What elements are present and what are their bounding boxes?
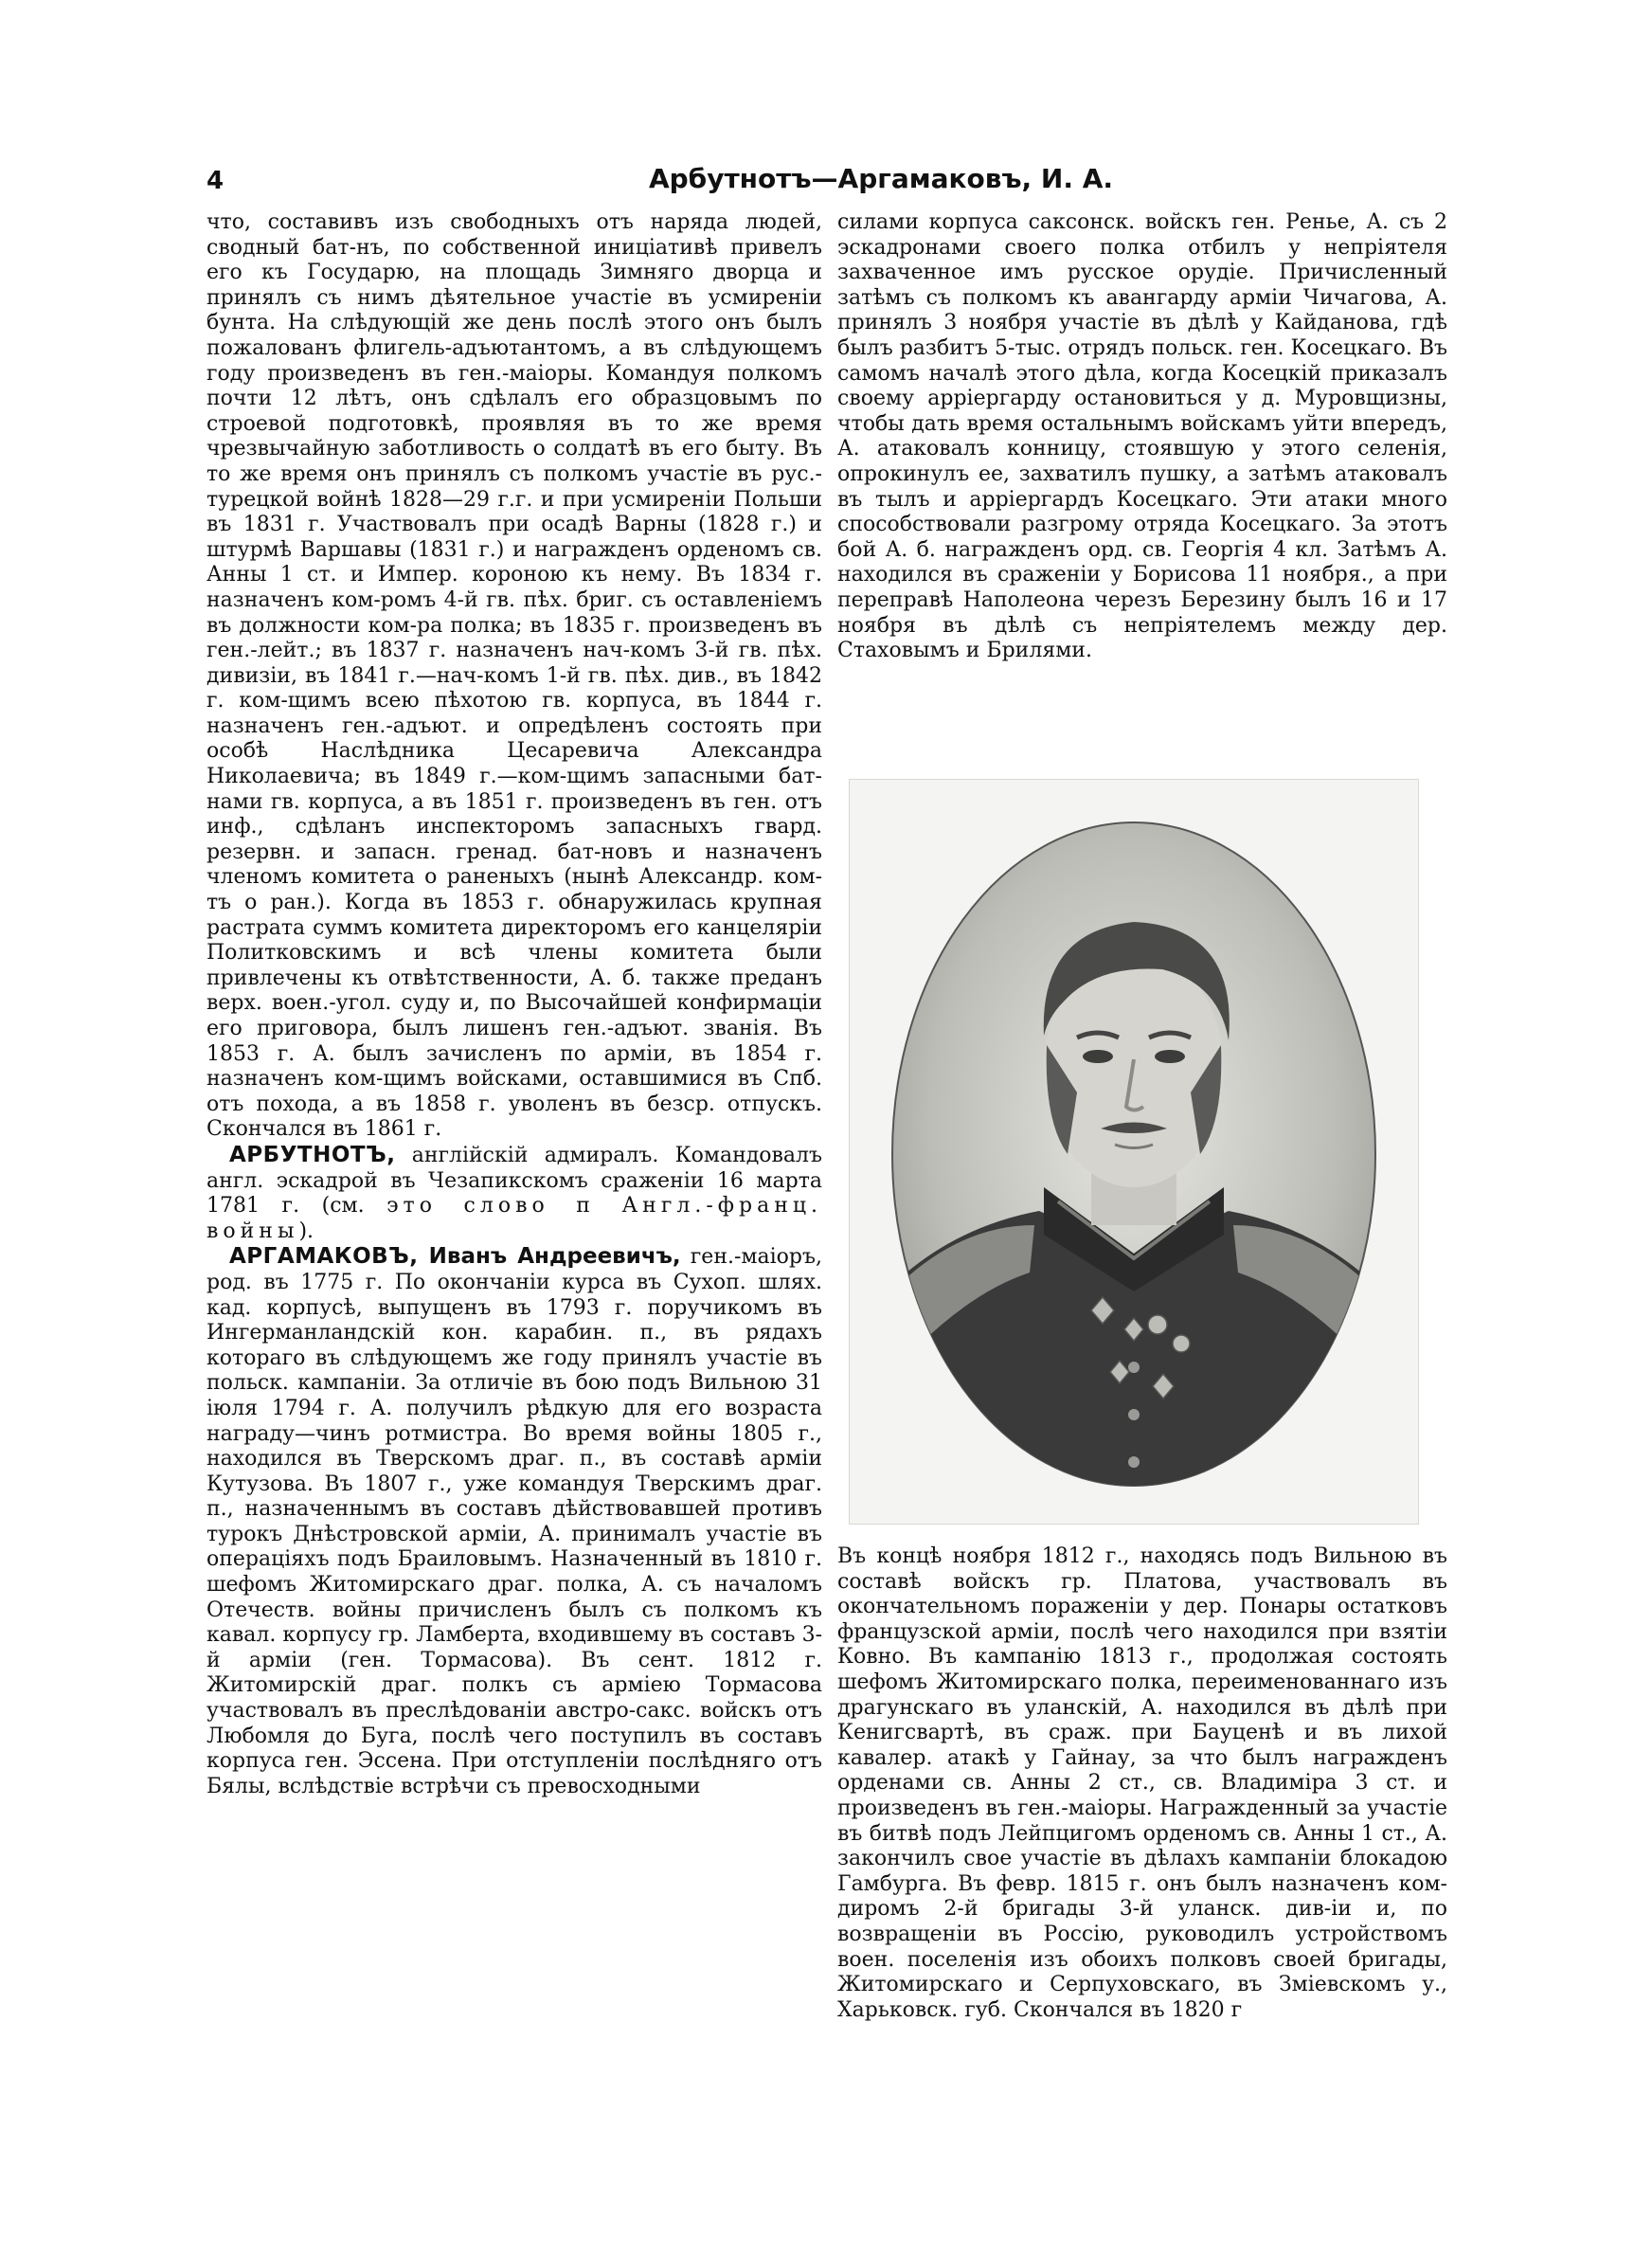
headword-argamakov: АРГАМАКОВЪ, (229, 1244, 419, 1270)
right-column-bottom-text: Въ концѣ ноября 1812 г., находясь подъ Вильною въ составѣ войскъ гр. Платова, участвовалъ въ окончательномъ пораженіи у дер. Понары остатковъ французской арміи, послѣ чего находился при взятіи Ковно. Въ кампанію 1813 г., продолжая состоять шефомъ Житомирскаго полка, переименованнаго изъ драгунскаго въ уланскій, А. находился въ дѣлѣ при Кенигсвартѣ, въ сраж. при Бауценѣ и въ лихой кавалер. атакѣ у Гайнау, за что былъ награжденъ орденами св. Анны 2 ст., св. Владиміра 3 ст. и произведенъ въ ген.-маіоры. Награжденный за участіе въ битвѣ подъ Лейпцигомъ орденомъ св. Анны 1 ст., А. закончилъ свое участіе въ дѣлахъ кампаніи блокадою Гамбурга. Въ февр. 1815 г. онъ былъ назначенъ ком-диромъ 2-й бригады 3-й уланск. див-іи и, по возвращеніи въ Россію, руководилъ устройствомъ воен. поселенія изъ обоихъ полковъ своей бригады, Житомирскаго и Серпуховскаго, въ Зміевскомъ у., Харьковск. губ. Скончался въ 1820 г (837, 1544, 1447, 2022)
entry-arbuthnot-tail: ). (298, 1219, 314, 1243)
entry-arbuthnot (206, 1143, 822, 1244)
portrait-engraving-icon (849, 779, 1419, 1525)
entry-argamakov-name: Иванъ Андреевичъ, (418, 1244, 681, 1270)
headword-arbuthnot: АРБУТНОТЪ, (229, 1142, 396, 1167)
crossref-link: это слово п Англ.-франц. войны (206, 1194, 822, 1243)
entry-argamakov (206, 1244, 822, 1799)
left-column (206, 210, 822, 1799)
right-column-top-text: силами корпуса саксонск. войскъ ген. Ренье, А. съ 2 эскадронами своего полка отбилъ у непріятеля захваченное имъ русское орудіе. Причисленный затѣмъ съ полкомъ къ авангарду арміи Чичагова, А. принялъ 3 ноября участіе въ дѣлѣ у Кайданова, гдѣ былъ разбитъ 5-тыс. отрядъ польск. ген. Косецкаго. Въ самомъ началѣ этого дѣла, когда Косецкій приказалъ своему арріергарду остановиться у д. Муровщизны, чтобы дать время остальнымъ войскамъ уйти впередъ, А. атаковалъ конницу, стоявшую у этого селенія, опрокинулъ ее, захватилъ пушку, а затѣмъ атаковалъ въ тылъ и арріергардъ Косецкаго. Эти атаки много способствовали разгрому отряда Косецкаго. За этотъ бой А. б. награжденъ орд. св. Георгія 4 кл. Затѣмъ А. находился въ сраженіи у Борисова 11 ноября., а при переправѣ Наполеона черезъ Березину былъ 16 и 17 ноября въ дѣлѣ съ непріятелемъ между дер. Стаховымъ и Брилями. (837, 210, 1447, 663)
entry-argamakov-text: ген.-маіоръ, род. въ 1775 г. По окончаніи курса въ Сухоп. шлях. кад. корпусѣ, выпущенъ въ 1793 г. поручикомъ въ Ингерманландскій кон. карабин. п., въ рядахъ котораго въ слѣдующемъ же году принялъ участіе въ польск. кампаніи. За отличіе въ бою подъ Вильною 31 іюля 1794 г. А. получилъ рѣдкую для его возраста награду—чинъ ротмистра. Во время войны 1805 г., находился въ Тверскомъ драг. п., въ составѣ арміи Кутузова. Въ 1807 г., уже командуя Тверскимъ драг. п., назначеннымъ въ составъ дѣйствовавшей противъ турокъ Днѣстровской арміи, А. принималъ участіе въ операціяхъ подъ Браиловымъ. Назначенный въ 1810 г. шефомъ Житомирскаго драг. полка, А. съ началомъ Отечеств. войны причисленъ былъ съ полкомъ къ кавал. корпусу гр. Ламберта, входившему въ составъ 3-й арміи (ген. Тормасова). Въ сент. 1812 г. Житомирскій драг. полкъ съ арміею Тормасова участвовалъ въ преслѣдованіи австро-сакс. войскъ отъ Любомля до Буга, послѣ чего поступилъ въ составъ корпуса ген. Эссена. При отступленіи послѣдняго отъ Бялы, вслѣдствіе встрѣчи съ превосходными (206, 1245, 822, 1798)
running-title: Арбутнотъ—Аргамаковъ, И. А. (648, 163, 1114, 194)
page-number: 4 (206, 167, 224, 195)
right-column-top (837, 210, 1447, 664)
entry-arbuthnot-text: англійскій адмиралъ. Командовалъ англ. эскадрой въ Чезапикскомъ сраженіи 16 марта 1781 г. (см. (206, 1143, 822, 1219)
right-column-bottom (837, 1544, 1447, 2023)
continuation-text: что, составивъ изъ свободныхъ отъ наряда людей, сводный бат-нъ, по собственной иниціативѣ привелъ его къ Государю, на площадь Зимняго дворца и принялъ съ нимъ дѣятельное участіе въ усмиреніи бунта. На слѣдующій же день послѣ этого онъ былъ пожалованъ флигель-адъютантомъ, а въ слѣдующемъ году произведенъ въ ген.-маіоры. Командуя полкомъ почти 12 лѣтъ, онъ сдѣлалъ его образцовымъ по строевой подготовкѣ, проявляя въ то же время чрезвычайную заботливость о солдатѣ въ его быту. Въ то же время онъ принялъ съ полкомъ участіе въ рус.-турецкой войнѣ 1828—29 г.г. и при усмиреніи Польши въ 1831 г. Участвовалъ при осадѣ Варны (1828 г.) и штурмѣ Варшавы (1831 г.) и награжденъ орденомъ св. Анны 1 ст. и Импер. короною къ нему. Въ 1834 г. назначенъ ком-ромъ 4-й гв. пѣх. бриг. съ оставленіемъ въ должности ком-ра полка; въ 1835 г. произведенъ въ ген.-лейт.; въ 1837 г. назначенъ нач-комъ 3-й гв. пѣх. дивизіи, въ 1841 г.—нач-комъ 1-й гв. пѣх. див., въ 1842 г. ком-щимъ всею пѣхотою гв. корпуса, въ 1844 г. назначенъ ген.-адъют. и опредѣленъ состоять при особѣ Наслѣдника Цесаревича Александра Николаевича; въ 1849 г.—ком-щимъ запасными бат-нами гв. корпуса, а въ 1851 г. произведенъ въ ген. отъ инф., сдѣланъ инспекторомъ запасныхъ гвард. резервн. и запасн. гренад. бат-новъ и назначенъ членомъ комитета о раненыхъ (нынѣ Александр. ком-тъ о ран.). Когда въ 1853 г. обнаружилась крупная растрата суммъ комитета директоромъ его канцеляріи Политковскимъ и всѣ члены комитета были привлечены къ отвѣтственности, А. б. также преданъ верх. воен.-угол. суду и, по Высочайшей конфирмаціи его приговора, былъ лишенъ ген.-адъют. званія. Въ 1853 г. А. былъ зачисленъ по арміи, въ 1854 г. назначенъ ком-щимъ войсками, оставшимися въ Спб. отъ похода, а въ 1858 г. уволенъ въ безср. отпускъ. Скончался въ 1861 г. (206, 210, 822, 1142)
